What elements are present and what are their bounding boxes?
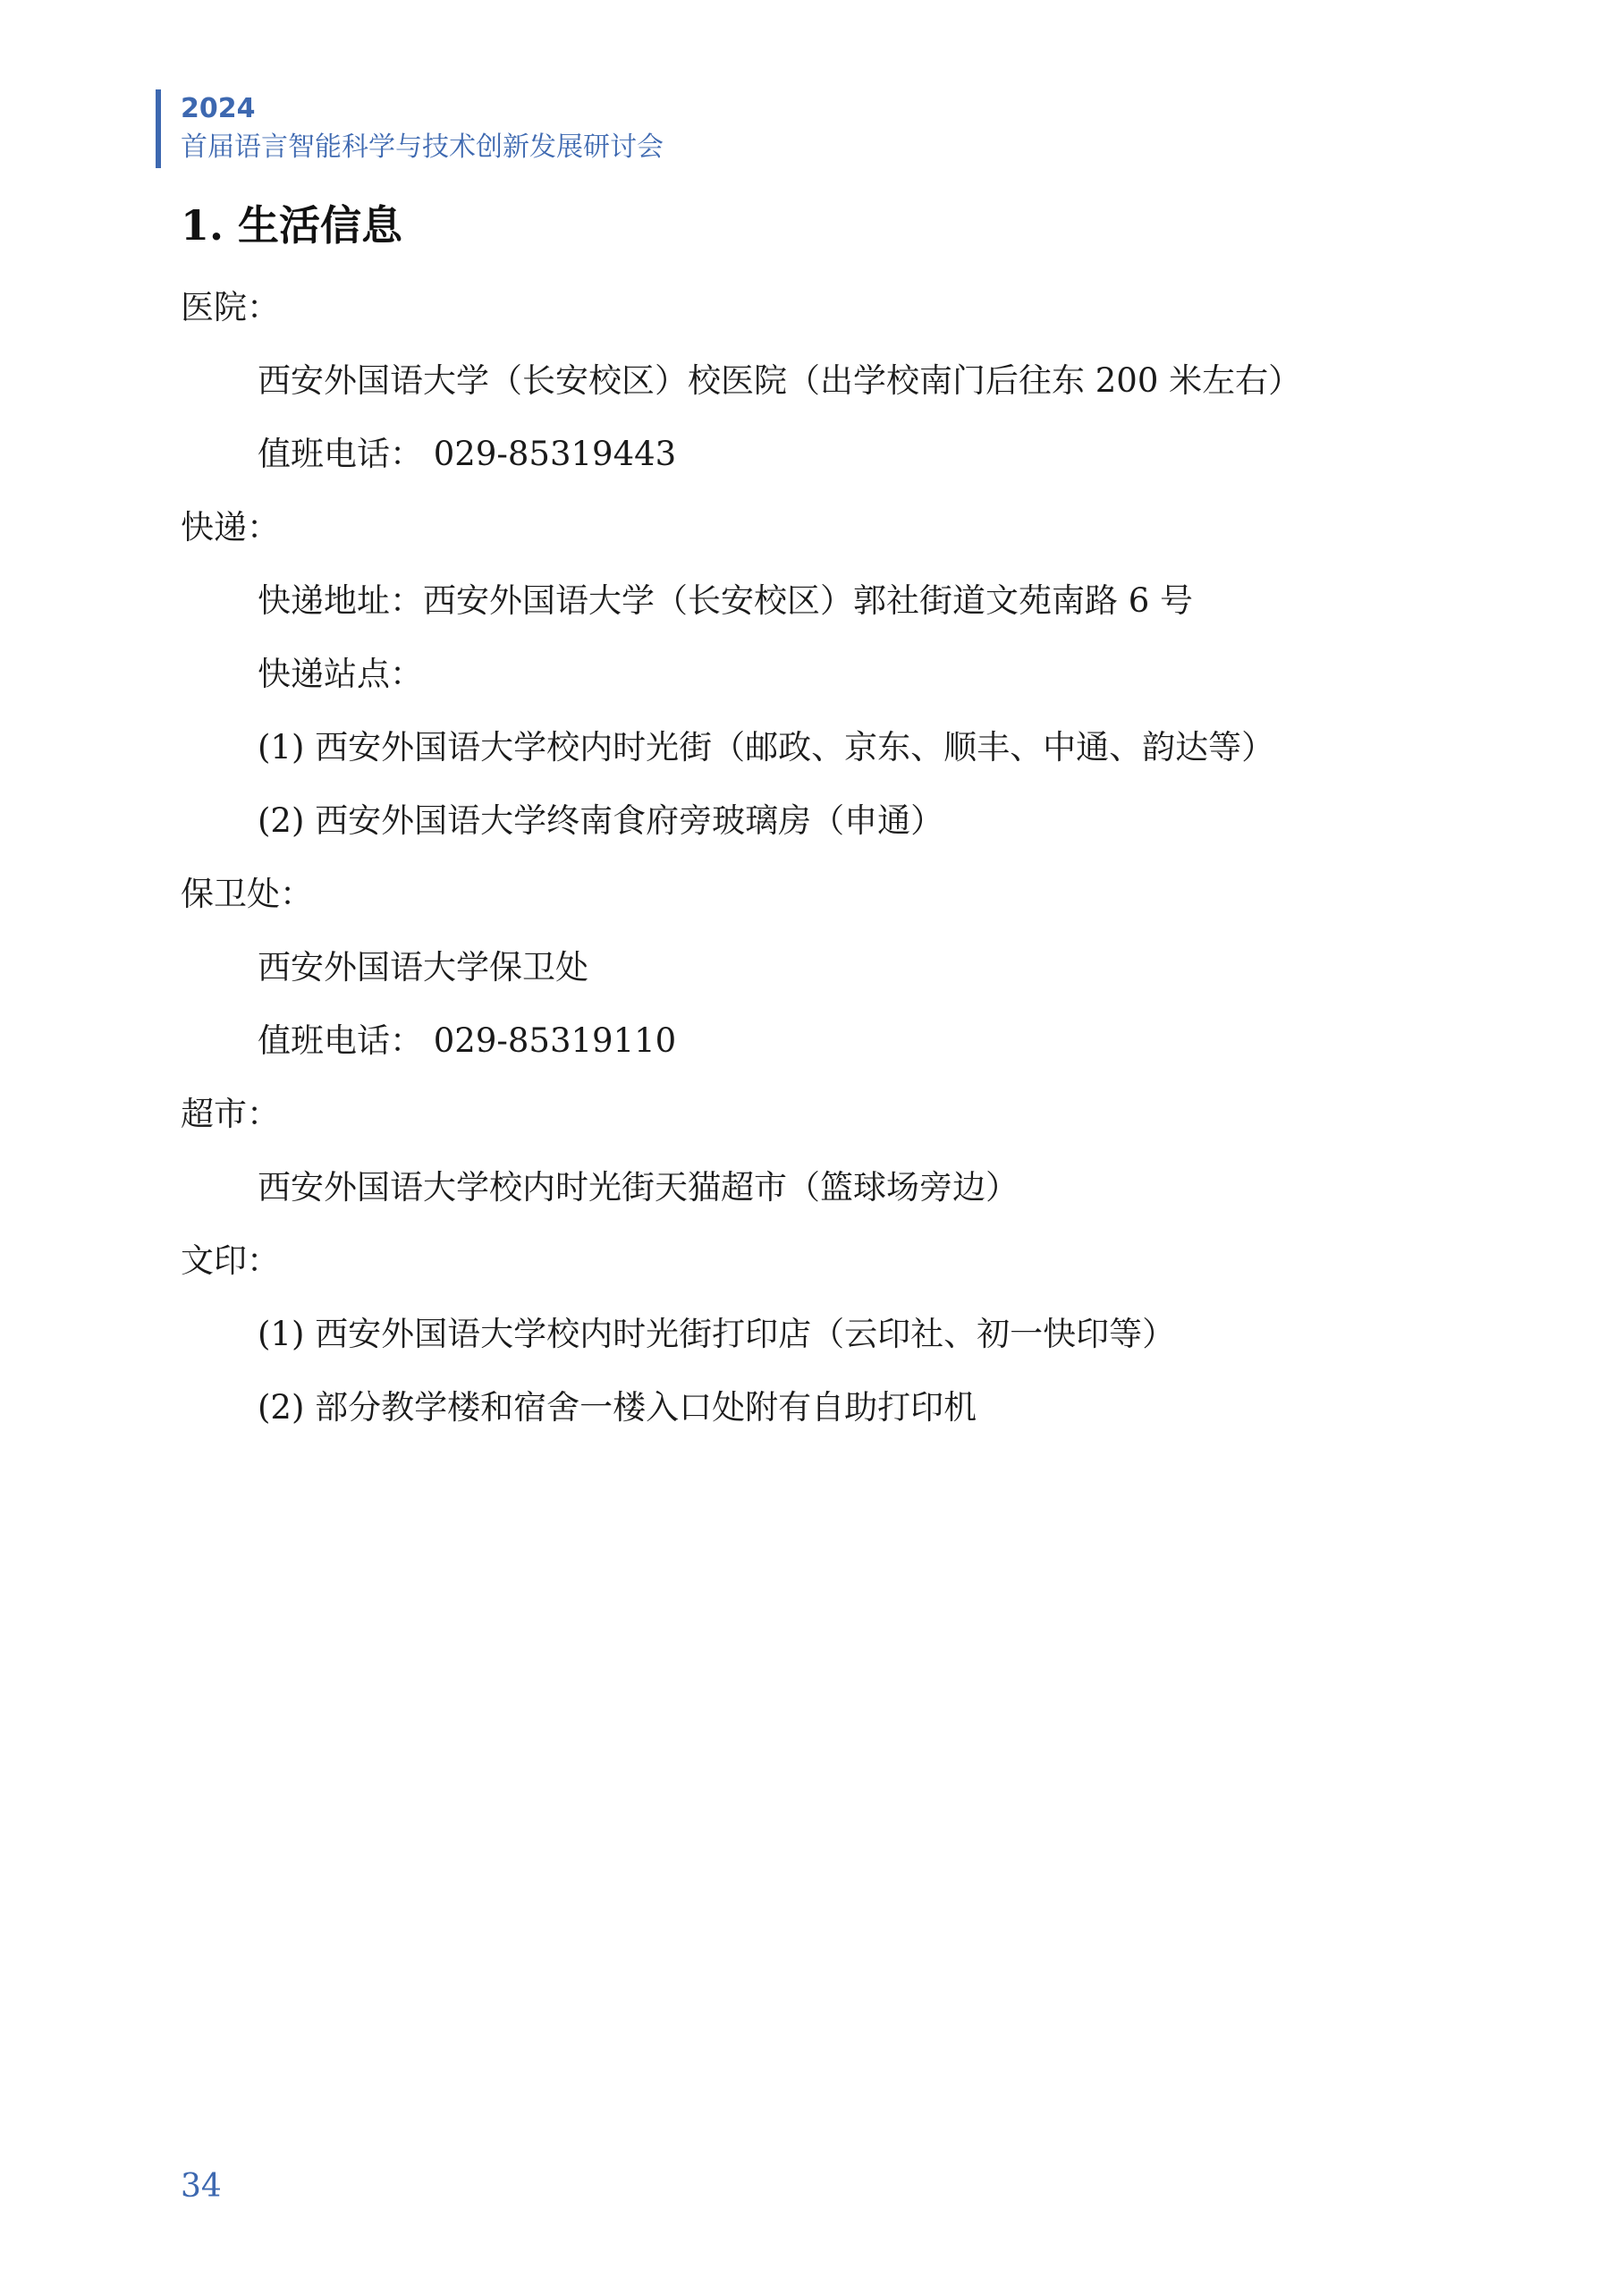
security-office: 西安外国语大学保卫处 <box>258 948 588 987</box>
page-number: 34 <box>181 2168 222 2205</box>
express-address: 快递地址：西安外国语大学（长安校区）郭社街道文苑南路 6 号 <box>258 581 1194 620</box>
supermarket-location: 西安外国语大学校内时光街天猫超市（篮球场旁边） <box>258 1168 1019 1207</box>
express-station-2: (2) 西安外国语大学终南食府旁玻璃房（申通） <box>258 801 944 840</box>
category-express: 快递： <box>181 508 280 546</box>
express-stations-label: 快递站点： <box>258 655 423 693</box>
security-phone: 值班电话： 029-85319110 <box>258 1021 677 1060</box>
hospital-phone: 值班电话： 029-85319443 <box>258 435 677 473</box>
hospital-location: 西安外国语大学（长安校区）校医院（出学校南门后往东 200 米左右） <box>258 361 1302 400</box>
category-security: 保卫处： <box>181 875 313 913</box>
category-hospital: 医院： <box>181 288 280 326</box>
category-printing: 文印： <box>181 1241 280 1280</box>
header-year: 2024 <box>181 93 256 124</box>
express-station-1: (1) 西安外国语大学校内时光街（邮政、京东、顺丰、中通、韵达等） <box>258 728 1275 766</box>
printing-item-2: (2) 部分教学楼和宿舍一楼入口处附有自助打印机 <box>258 1388 977 1427</box>
printing-item-1: (1) 西安外国语大学校内时光街打印店（云印社、初一快印等） <box>258 1315 1176 1353</box>
section-title: 1. 生活信息 <box>181 201 403 250</box>
page-header <box>156 89 664 168</box>
header-title: 首届语言智能科学与技术创新发展研讨会 <box>181 131 664 163</box>
category-supermarket: 超市： <box>181 1095 280 1133</box>
